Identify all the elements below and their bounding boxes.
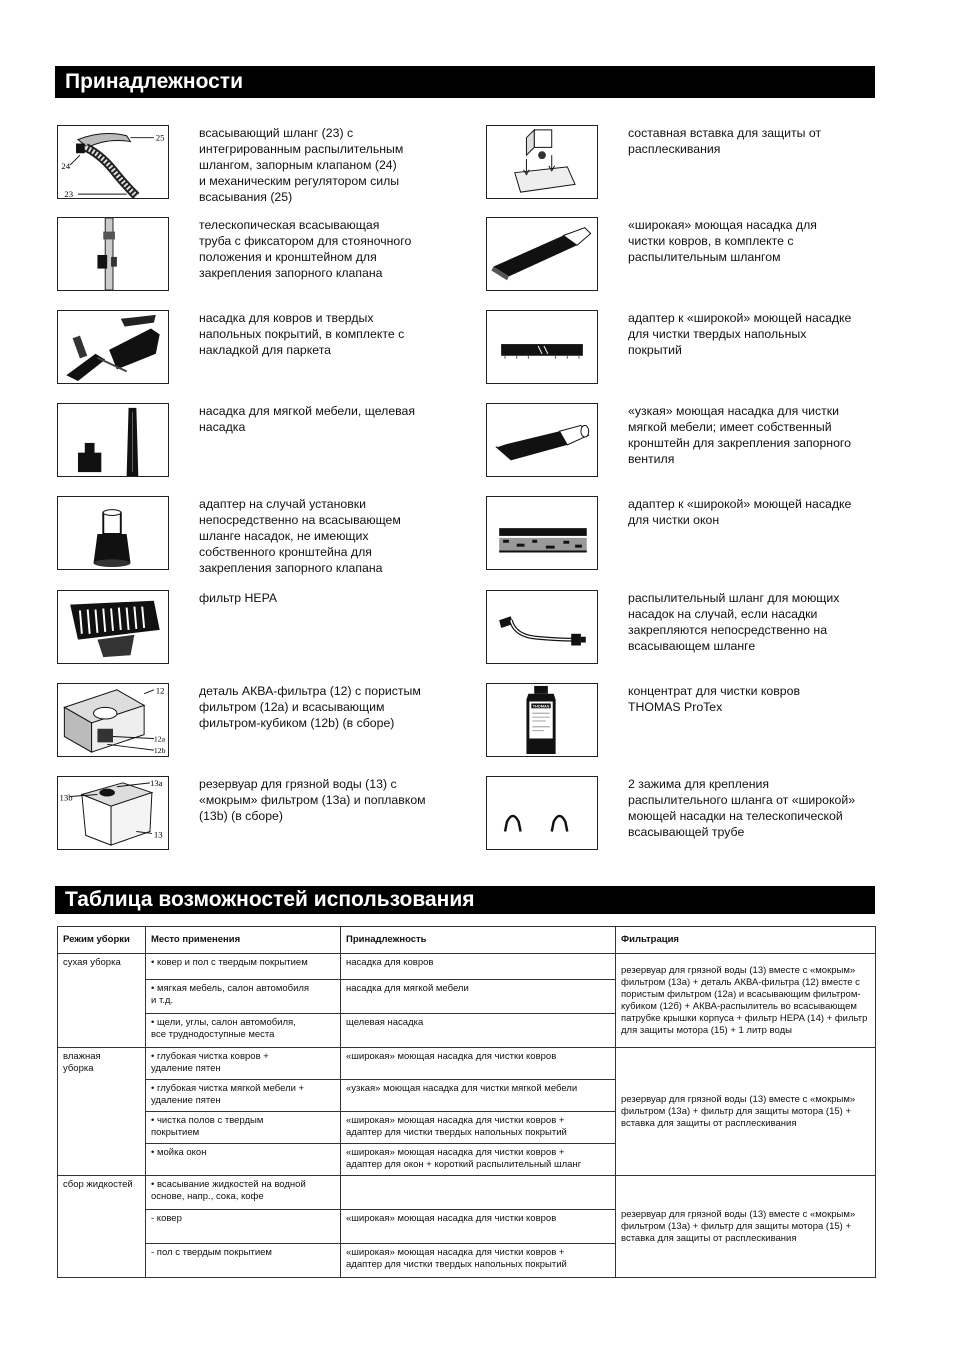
application-place: • чистка полов с твердым покрытием xyxy=(146,1112,341,1144)
application-place: • глубокая чистка мягкой мебели + удаление пятен xyxy=(146,1080,341,1112)
accessory-description: всасывающий шланг (23) с интегрированным распылительным шлангом, запорным клапаном (24) и механическим регулятором силы всасывания (25) xyxy=(199,126,404,204)
accessory-item xyxy=(57,217,464,291)
callout-13b: 13b xyxy=(59,792,73,803)
hose-clips-icon xyxy=(486,776,598,850)
usage-table xyxy=(57,926,876,1278)
hard-floor-adapter-icon xyxy=(486,310,598,384)
callout-12b: 12b xyxy=(153,746,166,756)
accessory-description: деталь АКВА-фильтра (12) с пористым фильтром (12а) и всасывающим фильтром-кубиком (12b) (в сборе) xyxy=(199,684,421,730)
table-row xyxy=(58,1176,876,1210)
filtration-cell: резервуар для грязной воды (13) вместе с «мокрым» фильтром (13а) + фильтр для защиты мотора (15) + вставка для защиты от расплескивания xyxy=(616,1048,876,1176)
accessory-item xyxy=(486,776,883,850)
spray-hose-icon xyxy=(486,590,598,664)
accessory-item xyxy=(57,776,464,850)
application-place: • всасывание жидкостей на водной основе, напр., сока, кофе xyxy=(146,1176,341,1210)
accessory-item xyxy=(57,403,464,477)
accessory-cell: «широкая» моющая насадка для чистки ковров + адаптер для чистки твердых напольных покрытий xyxy=(341,1244,616,1278)
section-title-accessories: Принадлежности xyxy=(55,66,875,98)
floor-nozzle-icon xyxy=(57,310,169,384)
accessory-item xyxy=(486,683,883,757)
accessory-description: «широкая» моющая насадка для чистки ковров, в комплекте с распылительным шлангом xyxy=(628,218,817,264)
application-place: - пол с твердым покрытием xyxy=(146,1244,341,1278)
column-header: Фильтрация xyxy=(616,927,876,954)
accessory-item xyxy=(486,125,883,199)
hepa-filter-icon xyxy=(57,590,169,664)
accessory-item xyxy=(57,683,464,757)
column-header: Принадлежность xyxy=(341,927,616,954)
accessory-item xyxy=(486,496,883,570)
accessory-description: концентрат для чистки ковров THOMAS ProTex xyxy=(628,684,801,714)
window-adapter-icon xyxy=(486,496,598,570)
accessory-description: 2 зажима для крепления распылительного шланга от «широкой» моющей насадки на телескопической всасывающей трубе xyxy=(628,777,856,839)
accessory-description: адаптер на случай установки непосредственно на всасывающем шланге насадок, не имеющих собственного кронштейна для закрепления запорного клапана xyxy=(199,497,401,575)
callout-12: 12 xyxy=(155,685,165,696)
accessory-description: насадка для ковров и твердых напольных покрытий, в комплекте с накладкой для паркета xyxy=(199,311,405,357)
cleaning-mode: сбор жидкостей xyxy=(58,1176,146,1278)
application-place: - ковер xyxy=(146,1210,341,1244)
accessory-item xyxy=(486,590,883,664)
column-header: Место применения xyxy=(146,927,341,954)
table-row xyxy=(58,1048,876,1080)
accessory-description: составная вставка для защиты от расплескивания xyxy=(628,126,822,156)
filtration-cell: резервуар для грязной воды (13) вместе с «мокрым» фильтром (13а) + фильтр для защиты мотора (15) + вставка для защиты от расплескивания xyxy=(616,1176,876,1278)
callout-25: 25 xyxy=(155,132,165,143)
accessory-description: распылительный шланг для моющих насадок на случай, если насадки закрепляются непосредственно на всасывающем шланге xyxy=(628,591,840,653)
bottle-label: THOMAS xyxy=(532,703,550,709)
callout-24: 24 xyxy=(61,160,71,171)
accessory-description: фильтр HEPA xyxy=(199,591,278,605)
accessory-cell: «широкая» моющая насадка для чистки ковров + адаптер для чистки твердых напольных покрытий xyxy=(341,1112,616,1144)
splash-insert-icon xyxy=(486,125,598,199)
accessory-item xyxy=(486,403,883,477)
accessory-cell xyxy=(341,1176,616,1210)
accessory-item xyxy=(486,310,883,384)
accessory-description: насадка для мягкой мебели, щелевая насадка xyxy=(199,404,416,434)
accessory-item xyxy=(57,496,464,576)
accessory-description: адаптер к «широкой» моющей насадке для чистки окон xyxy=(628,497,852,527)
table-row xyxy=(58,954,876,980)
telescopic-tube-icon xyxy=(57,217,169,291)
section-title-usage-table: Таблица возможностей использования xyxy=(55,886,875,914)
accessory-cell: насадка для ковров xyxy=(341,954,616,980)
accessory-cell: «широкая» моющая насадка для чистки ковров + адаптер для окон + короткий распылительный шланг xyxy=(341,1144,616,1176)
accessory-item xyxy=(57,125,464,205)
upholstery-crevice-nozzle-icon xyxy=(57,403,169,477)
accessory-cell: «широкая» моющая насадка для чистки ковров xyxy=(341,1210,616,1244)
accessory-cell: «широкая» моющая насадка для чистки ковров xyxy=(341,1048,616,1080)
filtration-cell: резервуар для грязной воды (13) вместе с «мокрым» фильтром (13а) + деталь АКВА-фильтра (12) вместе с пористым фильтром (12а) и всасывающим фильтром-кубиком (12б) + АКВА-распылитель во всасывающем патрубке крышки корпуса + фильтр HEPA (14) + фильтр для защиты мотора (15) + 1 литр воды xyxy=(616,954,876,1048)
suction-hose-icon xyxy=(57,125,169,199)
accessory-cell: насадка для мягкой мебели xyxy=(341,980,616,1014)
application-place: • мягкая мебель, салон автомобиля и т.д. xyxy=(146,980,341,1014)
application-place: • мойка окон xyxy=(146,1144,341,1176)
accessory-item xyxy=(486,217,883,291)
table-header-row xyxy=(58,927,876,954)
wide-wash-nozzle-icon xyxy=(486,217,598,291)
callout-12a: 12a xyxy=(153,734,166,744)
callout-13: 13 xyxy=(153,829,163,840)
cleaning-mode: сухая уборка xyxy=(58,954,146,1048)
dirty-water-tank-icon xyxy=(57,776,169,850)
application-place: • глубокая чистка ковров + удаление пятен xyxy=(146,1048,341,1080)
accessory-cell: «узкая» моющая насадка для чистки мягкой мебели xyxy=(341,1080,616,1112)
accessory-description: телескопическая всасывающая труба с фиксатором для стояночного положения и кронштейном для закрепления запорного клапана xyxy=(199,218,412,280)
accessory-item xyxy=(57,310,464,384)
application-place: • ковер и пол с твердым покрытием xyxy=(146,954,341,980)
accessory-item xyxy=(57,590,464,664)
accessory-description: адаптер к «широкой» моющей насадке для чистки твердых напольных покрытий xyxy=(628,311,852,357)
callout-23: 23 xyxy=(64,189,74,198)
cleaning-mode: влажная уборка xyxy=(58,1048,146,1176)
callout-13a: 13a xyxy=(149,777,163,788)
adapter-icon xyxy=(57,496,169,570)
accessory-cell: щелевая насадка xyxy=(341,1014,616,1048)
column-header: Режим уборки xyxy=(58,927,146,954)
shampoo-bottle-icon xyxy=(486,683,598,757)
application-place: • щели, углы, салон автомобиля, все труднодоступные места xyxy=(146,1014,341,1048)
accessory-description: «узкая» моющая насадка для чистки мягкой мебели; имеет собственный кронштейн для закрепления запорного вентиля xyxy=(628,404,851,466)
narrow-wash-nozzle-icon xyxy=(486,403,598,477)
aqua-filter-icon xyxy=(57,683,169,757)
accessory-description: резервуар для грязной воды (13) с «мокрым» фильтром (13а) и поплавком (13b) (в сборе) xyxy=(199,777,426,823)
